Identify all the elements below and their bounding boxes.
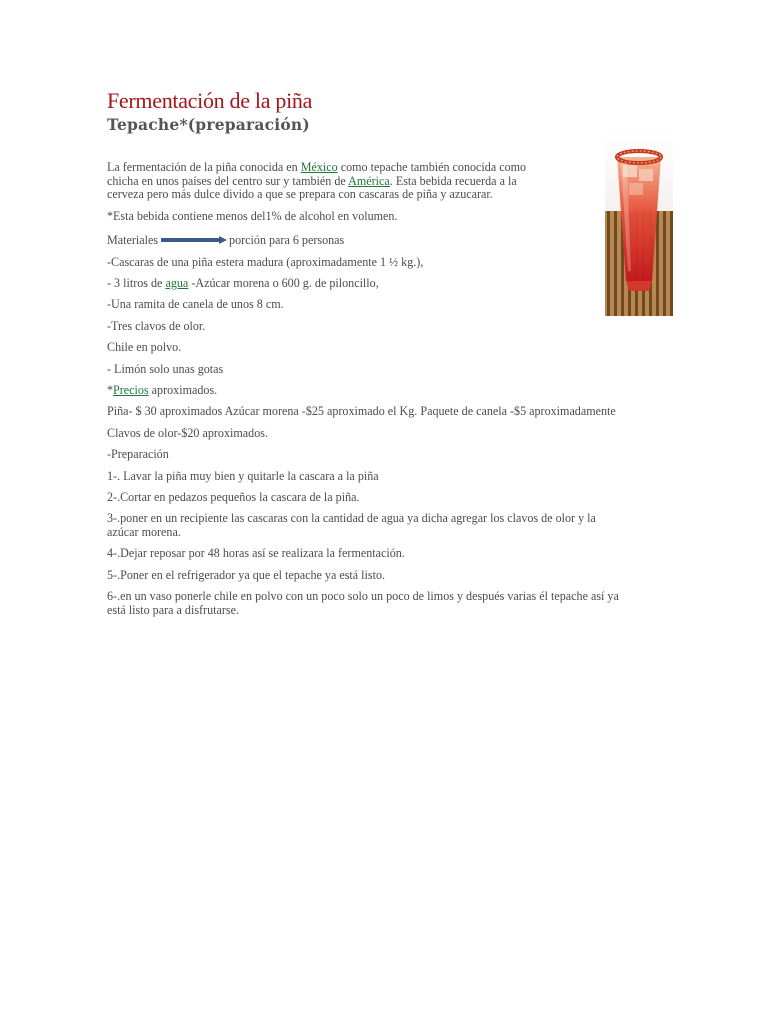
intro-text: chicha en unos países del centro sur y también de (107, 174, 349, 188)
prices-text: aproximados. (148, 383, 218, 397)
portion-label: porción para 6 personas (229, 233, 345, 247)
prices-heading (107, 384, 217, 398)
intro-text: . Esta bebida recuerda a la (389, 174, 517, 188)
mexico-link[interactable]: México (300, 160, 338, 174)
step-item: 1-. Lavar la piña muy bien y quitarle la cascara a la piña (107, 469, 379, 483)
alcohol-note: *Esta bebida contiene menos del1% de alcohol en volumen. (107, 209, 398, 223)
page-subtitle: Tepache*(preparación) (107, 115, 310, 134)
material-item: -Una ramita de canela de unos 8 cm. (107, 297, 284, 311)
step-item-cont: azúcar morena. (107, 525, 181, 539)
material-text: - 3 litros de (107, 276, 166, 290)
material-item: -Cascaras de una piña estera madura (aproximadamente 1 ½ kg.), (107, 255, 424, 269)
precios-link[interactable]: Precios (113, 383, 149, 397)
prices-line: Clavos de olor-$20 aproximados. (107, 426, 268, 440)
material-item: Chile en polvo. (107, 340, 182, 354)
page-title: Fermentación de la piña (107, 88, 313, 113)
america-link[interactable]: América (348, 174, 390, 188)
step-item: 6-.en un vaso ponerle chile en polvo con un poco solo un poco de limos y después varias él tepache así ya (107, 589, 619, 603)
step-item-cont: está listo para a disfrutarse. (107, 603, 239, 617)
material-item (107, 277, 379, 291)
material-item: - Limón solo unas gotas (107, 362, 224, 376)
right-arrow-icon (161, 236, 227, 244)
materials-label: Materiales (107, 233, 159, 247)
intro-text: La fermentación de la piña conocida en (107, 160, 301, 174)
prices-line: Piña- $ 30 aproximados Azúcar morena -$25 aproximado el Kg. Paquete de canela -$5 aproximadamente (107, 404, 616, 418)
prices-star: * (107, 383, 114, 397)
intro-line-3: cerveza pero más dulce divido a que se prepara con cascaras de piña y azucarar. (107, 187, 493, 201)
step-item: 4-.Dejar reposar por 48 horas así se realizara la fermentación. (107, 546, 405, 560)
steps-heading: -Preparación (107, 447, 169, 461)
material-text: -Azúcar morena o 600 g. de piloncillo, (188, 276, 379, 290)
step-item: 5-.Poner en el refrigerador ya que el tepache ya está listo. (107, 568, 386, 582)
tepache-drink-image (605, 131, 673, 316)
step-item: 2-.Cortar en pedazos pequeños la cascara de la piña. (107, 490, 360, 504)
intro-text: como tepache también conocida como (337, 160, 527, 174)
step-item: 3-.poner en un recipiente las cascaras con la cantidad de agua ya dicha agregar los clavos de olor y la (107, 511, 596, 525)
intro-line-1 (107, 161, 526, 175)
agua-link[interactable]: agua (165, 276, 189, 290)
material-item: -Tres clavos de olor. (107, 319, 206, 333)
materials-line (107, 234, 344, 248)
